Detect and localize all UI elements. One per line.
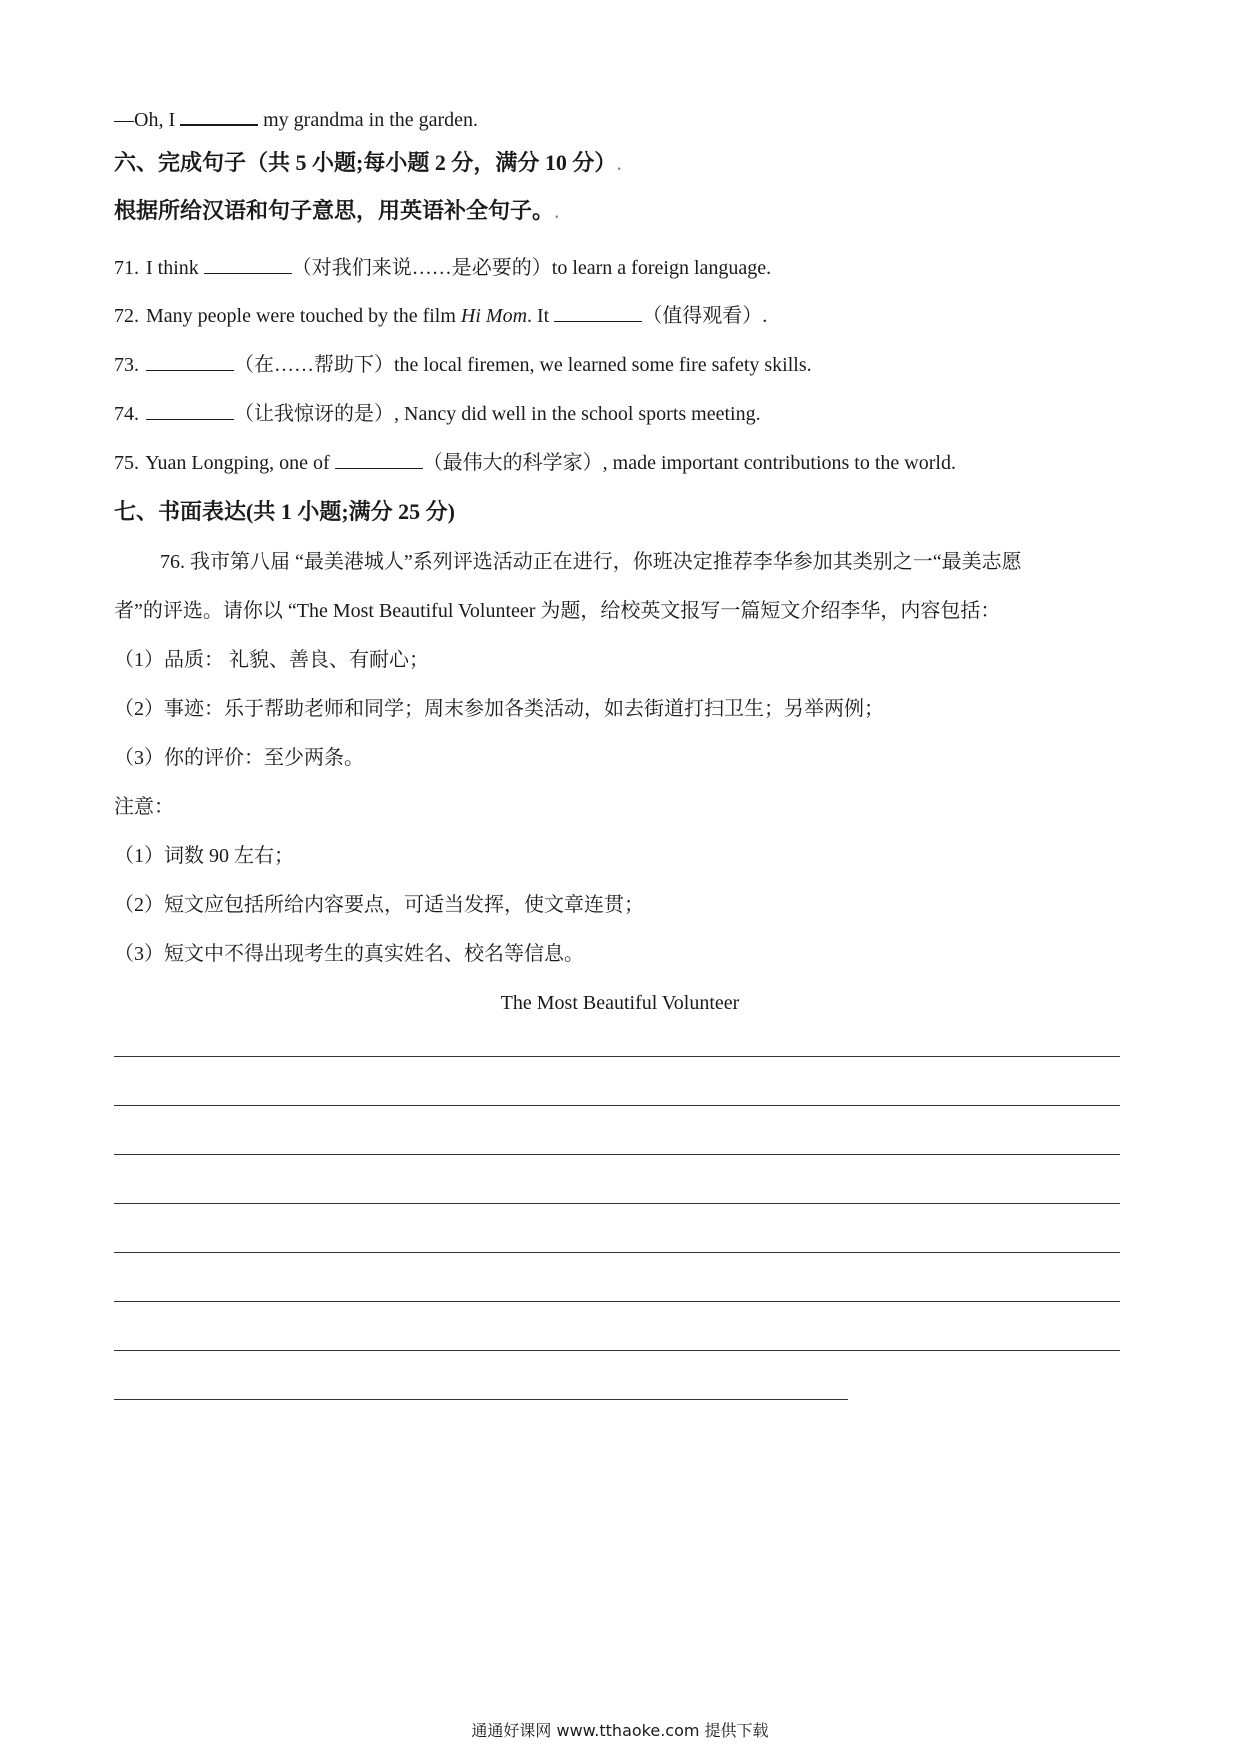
content-point-3: （3）你的评价：至少两条。 xyxy=(114,747,364,769)
question-75: 75. Yuan Longping, one of （最伟大的科学家）, made important contributions to the world. xyxy=(114,452,956,474)
question-73: 73. （在……帮助下）the local firemen, we learned some fire safety skills. xyxy=(114,354,812,376)
film-title: Hi Mom xyxy=(460,305,528,327)
writing-line[interactable] xyxy=(114,1350,1120,1351)
previous-question-line: —Oh, I my grandma in the garden. xyxy=(114,106,478,134)
content-point-2: （2）事迹：乐于帮助老师和同学；周末参加各类活动，如去街道打扫卫生；另举两例； xyxy=(114,698,884,720)
answer-blank[interactable] xyxy=(335,450,423,469)
writing-prompt-line-2: 者”的评选。请你以 “The Most Beautiful Volunteer 为题，给校英文报写一篇短文介绍李华，内容包括： xyxy=(114,600,1001,622)
section-6-instruction: 根据所给汉语和句子意思，用英语补全句子。. xyxy=(114,198,560,223)
answer-blank[interactable] xyxy=(146,352,234,371)
note-1: （1）词数 90 左右； xyxy=(114,845,294,867)
answer-blank[interactable] xyxy=(554,303,642,322)
answer-blank[interactable] xyxy=(204,255,292,274)
answer-blank[interactable] xyxy=(146,401,234,420)
writing-line[interactable] xyxy=(114,1203,1120,1204)
essay-title: The Most Beautiful Volunteer xyxy=(500,992,740,1014)
note-2: （2）短文应包括所给内容要点，可适当发挥，使文章连贯； xyxy=(114,894,644,916)
writing-line[interactable] xyxy=(114,1399,848,1400)
writing-line[interactable] xyxy=(114,1056,1120,1057)
writing-line[interactable] xyxy=(114,1154,1120,1155)
section-7-heading: 七、书面表达(共 1 小题;满分 25 分) xyxy=(114,499,455,524)
section-6-heading: 六、完成句子（共 5 小题;每小题 2 分，满分 10 分）. xyxy=(114,150,622,175)
question-72: 72. Many people were touched by the film Hi Mom. It （值得观看）. xyxy=(114,305,768,327)
notes-label: 注意： xyxy=(114,796,174,818)
answer-blank[interactable] xyxy=(180,106,258,126)
question-74: 74. （让我惊讶的是）, Nancy did well in the school sports meeting. xyxy=(114,403,761,425)
writing-prompt-line-1: 76. 我市第八届 “最美港城人”系列评选活动正在进行，你班决定推荐李华参加其类别之一“最美志愿 xyxy=(160,551,1022,573)
writing-line[interactable] xyxy=(114,1301,1120,1302)
writing-line[interactable] xyxy=(114,1105,1120,1106)
question-71: 71. I think （对我们来说……是必要的）to learn a foreign language. xyxy=(114,257,772,279)
page-footer: 通通好课网 www.tthaoke.com 提供下载 xyxy=(471,1721,769,1740)
writing-line[interactable] xyxy=(114,1252,1120,1253)
note-3: （3）短文中不得出现考生的真实姓名、校名等信息。 xyxy=(114,943,584,965)
content-point-1: （1）品质： 礼貌、善良、有耐心； xyxy=(114,649,429,671)
